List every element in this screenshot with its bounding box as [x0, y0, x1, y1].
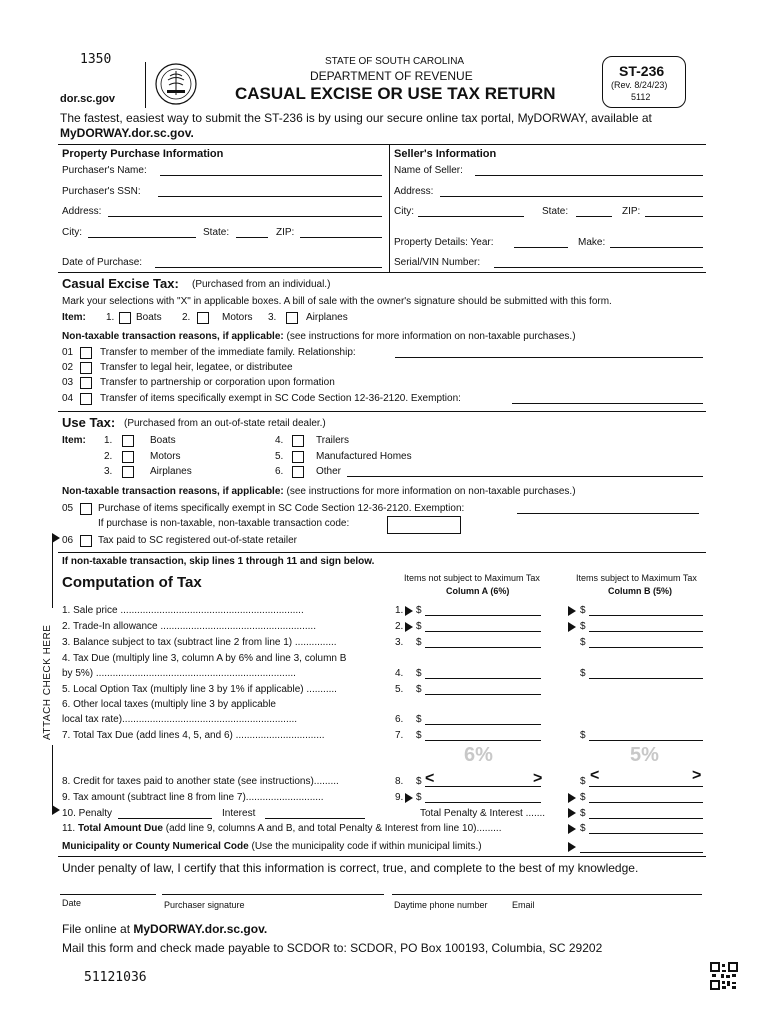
use-motors-checkbox[interactable]	[122, 451, 134, 463]
line-2-arrow-icon	[405, 622, 413, 632]
line-3-b-dollar: $	[580, 637, 586, 648]
casual-nontax-bold: Non-taxable transaction reasons, if applicable:	[62, 331, 284, 342]
casual-boats-checkbox[interactable]	[119, 312, 131, 324]
line-8-num: 8.	[395, 776, 404, 787]
form-revision: (Rev. 8/24/23)	[611, 80, 668, 90]
department-name: DEPARTMENT OF REVENUE	[310, 69, 473, 83]
certification-text: Under penalty of law, I certify that this information is correct, true, and complete to the best of my knowledge.	[62, 861, 639, 875]
line-4-a-field[interactable]	[425, 678, 541, 679]
purchaser-city-label: City:	[62, 227, 82, 238]
reason-02-checkbox[interactable]	[80, 362, 92, 374]
line-11-b-dollar: $	[580, 823, 586, 834]
penalty-field[interactable]	[118, 818, 212, 819]
line-2-b-field[interactable]	[589, 631, 703, 632]
header-divider	[145, 62, 146, 108]
reason-06-text: Tax paid to SC registered out-of-state retailer	[98, 535, 297, 546]
property-make-label: Make:	[578, 237, 606, 248]
total-penalty-interest-field[interactable]	[589, 818, 703, 819]
reason-06-code: 06	[62, 535, 74, 546]
col-a-rate-watermark: 6%	[464, 744, 493, 766]
line-4-b-field[interactable]	[589, 678, 703, 679]
col-b-rate-watermark: 5%	[630, 744, 659, 766]
seller-heading: Seller's Information	[394, 148, 497, 160]
line-1-a-dollar: $	[416, 605, 422, 616]
file-online-pre: File online at	[62, 922, 131, 936]
nontax-code-label: If purchase is non-taxable, non-taxable transaction code:	[98, 518, 350, 529]
line-5-a-field[interactable]	[425, 694, 541, 695]
line-6b-text: local tax rate)...............................................................	[62, 714, 298, 725]
casual-boats-label: Boats	[136, 312, 162, 323]
purchaser-address-field[interactable]	[108, 216, 382, 217]
form-code-bottom: 51121036	[84, 970, 147, 985]
line-3-a-dollar: $	[416, 637, 422, 648]
file-online-link[interactable]: MyDORWAY.dor.sc.gov.	[133, 922, 268, 936]
reason-06-checkbox[interactable]	[80, 535, 92, 547]
line-1-num: 1.	[395, 605, 404, 616]
use-homes-checkbox[interactable]	[292, 451, 304, 463]
line-2-b-dollar: $	[580, 621, 586, 632]
purchaser-state-label: State:	[203, 227, 230, 238]
use-boats-label: Boats	[150, 435, 176, 446]
section-rule	[58, 856, 706, 857]
line-9-arrow-icon	[405, 793, 413, 803]
column-divider	[389, 144, 390, 272]
line-1-text: 1. Sale price ..................................................................	[62, 605, 304, 616]
line-10-text: 10. Penalty	[62, 808, 113, 819]
state-name: STATE OF SOUTH CAROLINA	[325, 56, 465, 67]
attach-check-label: ATTACH CHECK HERE	[42, 624, 53, 740]
line-5-a-dollar: $	[416, 684, 422, 695]
use-motors-label: Motors	[150, 451, 181, 462]
seller-state-field[interactable]	[576, 216, 612, 217]
phone-label: Daytime phone number	[394, 900, 488, 910]
use-item-4-num: 4.	[275, 435, 284, 446]
muni-text	[62, 841, 482, 852]
phone-email-field[interactable]	[392, 894, 702, 895]
use-homes-label: Manufactured Homes	[316, 451, 412, 462]
line-9-b-dollar: $	[580, 792, 586, 803]
seller-state-label: State:	[542, 206, 569, 217]
mail-instructions: Mail this form and check made payable to SCDOR to: SCDOR, PO Box 100193, Columbia, SC 29202	[62, 941, 603, 955]
line-1-b-arrow-icon	[568, 606, 576, 616]
casual-item-2-num: 2.	[182, 312, 191, 323]
seller-address-field[interactable]	[440, 196, 703, 197]
purchaser-name-field[interactable]	[160, 175, 382, 176]
casual-instructions: Mark your selections with "X" in applicable boxes. A bill of sale with the owner's signature should be submitted with this form.	[62, 296, 612, 307]
date-sign-field[interactable]	[60, 894, 156, 895]
form-title: CASUAL EXCISE OR USE TAX RETURN	[235, 84, 556, 103]
use-airplanes-label: Airplanes	[150, 466, 192, 477]
col-a-label: Column A (6%)	[446, 586, 510, 596]
line-3-num: 3.	[395, 637, 404, 648]
muni-rest: (Use the municipality code if within municipal limits.)	[251, 841, 482, 852]
line-11-rest: (add line 9, columns A and B, and total Penalty & Interest from line 10).........	[165, 823, 502, 834]
bracket-arrow-icon	[52, 805, 60, 815]
line-6-num: 6.	[395, 714, 404, 725]
line-11-text	[62, 823, 501, 834]
seller-name-label: Name of Seller:	[394, 165, 463, 176]
line-8-a-right-chevron-icon: >	[533, 770, 543, 787]
intro-text: The fastest, easiest way to submit the ST-236 is by using our secure online tax portal, MyDORWAY, available at	[60, 111, 652, 125]
use-subheading: (Purchased from an out-of-state retail dealer.)	[124, 418, 326, 429]
purchaser-address-label: Address:	[62, 206, 102, 217]
casual-airplanes-label: Airplanes	[306, 312, 348, 323]
email-label: Email	[512, 900, 535, 910]
bracket-line	[52, 538, 53, 608]
reason-03-code: 03	[62, 377, 74, 388]
line-8-a-dollar: $	[416, 776, 422, 787]
muni-arrow-icon	[568, 842, 576, 852]
revision-code: 5112	[631, 92, 651, 102]
line-10-b-arrow-icon	[568, 808, 576, 818]
website: dor.sc.gov	[60, 93, 116, 105]
line-9-a-dollar: $	[416, 792, 422, 803]
line-7-text: 7. Total Tax Due (add lines 4, 5, and 6) ................................	[62, 730, 325, 741]
line-8-b-field[interactable]	[589, 786, 703, 787]
signature-field[interactable]	[162, 894, 384, 895]
line-4-num: 4.	[395, 668, 404, 679]
bracket-line	[52, 745, 53, 810]
interest-field[interactable]	[265, 818, 365, 819]
line-8-b-dollar: $	[580, 776, 586, 787]
line-2-a-dollar: $	[416, 621, 422, 632]
form-number-box	[602, 56, 686, 108]
purchaser-zip-label: ZIP:	[276, 227, 295, 238]
use-item-5-num: 5.	[275, 451, 284, 462]
seller-zip-field[interactable]	[645, 216, 703, 217]
line-1-arrow-icon	[405, 606, 413, 616]
line-2-b-arrow-icon	[568, 622, 576, 632]
reason-02-code: 02	[62, 362, 74, 373]
nontax-code-input[interactable]	[387, 516, 461, 534]
line-3-b-field[interactable]	[589, 647, 703, 648]
form-number: ST-236	[619, 63, 665, 79]
vin-label: Serial/VIN Number:	[394, 257, 481, 268]
use-item-3-num: 3.	[104, 466, 113, 477]
col-b-label: Column B (5%)	[608, 586, 672, 596]
line-5-text: 5. Local Option Tax (multiply line 3 by 1% if applicable) ...........	[62, 684, 337, 695]
signature-label: Purchaser signature	[164, 900, 245, 910]
reason-04-checkbox[interactable]	[80, 393, 92, 405]
line-8-b-left-chevron-icon: <	[590, 767, 600, 784]
line-2-text: 2. Trade-In allowance ........................................................	[62, 621, 316, 632]
total-amount-due-field[interactable]	[589, 833, 703, 834]
line-9-a-field[interactable]	[425, 802, 541, 803]
municipality-code-field[interactable]	[580, 852, 703, 853]
property-year-label: Property Details: Year:	[394, 237, 494, 248]
reason-05-text: Purchase of items specifically exempt in SC Code Section 12-36-2120. Exemption:	[98, 503, 465, 514]
section-rule	[58, 552, 706, 553]
line-6-text: 6. Other local taxes (multiply line 3 by applicable	[62, 699, 276, 710]
casual-nontax-heading	[62, 331, 576, 342]
casual-item-label: Item:	[62, 312, 86, 323]
muni-bold: Municipality or County Numerical Code	[62, 841, 249, 852]
use-other-checkbox[interactable]	[292, 466, 304, 478]
purchaser-zip-field[interactable]	[300, 237, 382, 238]
line-3-a-field[interactable]	[425, 647, 541, 648]
line-4-a-dollar: $	[416, 668, 422, 679]
use-boats-checkbox[interactable]	[122, 435, 134, 447]
casual-motors-checkbox[interactable]	[197, 312, 209, 324]
line-7-b-dollar: $	[580, 730, 586, 741]
line-11-bold: Total Amount Due	[77, 823, 163, 834]
line-5-num: 5.	[395, 684, 404, 695]
line-6-a-dollar: $	[416, 714, 422, 725]
reason-03-checkbox[interactable]	[80, 377, 92, 389]
casual-subheading: (Purchased from an individual.)	[192, 279, 331, 290]
bracket-arrow-icon	[52, 533, 60, 543]
seller-city-field[interactable]	[418, 216, 524, 217]
use-nontax-bold: Non-taxable transaction reasons, if applicable:	[62, 486, 284, 497]
use-item-6-num: 6.	[275, 466, 284, 477]
reason-01-checkbox[interactable]	[80, 347, 92, 359]
line-9-text: 9. Tax amount (subtract line 8 from line 7)............................	[62, 792, 324, 803]
line-7-a-dollar: $	[416, 730, 422, 741]
qr-code-icon	[710, 962, 738, 990]
purchase-date-field[interactable]	[155, 267, 382, 268]
purchaser-ssn-field[interactable]	[158, 196, 382, 197]
casual-motors-label: Motors	[222, 312, 253, 323]
computation-heading: Computation of Tax	[62, 574, 202, 591]
line-9-b-field[interactable]	[589, 802, 703, 803]
reason-01-code: 01	[62, 347, 74, 358]
casual-airplanes-checkbox[interactable]	[286, 312, 298, 324]
state-seal-icon	[155, 63, 197, 105]
line-7-b-field[interactable]	[589, 740, 703, 741]
section-rule	[58, 411, 706, 412]
interest-label: Interest	[222, 808, 256, 819]
reason-03-text: Transfer to partnership or corporation upon formation	[100, 377, 335, 388]
reason-01-text: Transfer to member of the immediate family. Relationship:	[100, 347, 356, 358]
use-other-field[interactable]	[347, 476, 703, 477]
purchaser-ssn-label: Purchaser's SSN:	[62, 186, 141, 197]
casual-nontax-rest: (see instructions for more information on non-taxable purchases.)	[286, 331, 576, 342]
reason-02-text: Transfer to legal heir, legatee, or distributee	[100, 362, 293, 373]
col-a-title: Items not subject to Maximum Tax	[404, 573, 540, 583]
line-9-num: 9.	[395, 792, 404, 803]
line-8-text: 8. Credit for taxes paid to another state (see instructions).........	[62, 776, 339, 787]
casual-exemption-field[interactable]	[512, 403, 703, 404]
vin-field[interactable]	[494, 267, 703, 268]
relationship-field[interactable]	[395, 357, 703, 358]
purchaser-city-field[interactable]	[88, 237, 196, 238]
line-1-b-field[interactable]	[589, 615, 703, 616]
file-online-text	[62, 922, 267, 936]
intro-link[interactable]: MyDORWAY.dor.sc.gov.	[60, 126, 194, 140]
seller-name-field[interactable]	[475, 175, 703, 176]
casual-heading: Casual Excise Tax:	[62, 276, 179, 291]
purchaser-name-label: Purchaser's Name:	[62, 165, 147, 176]
line-6-a-field[interactable]	[425, 724, 541, 725]
line-9-b-arrow-icon	[568, 793, 576, 803]
line-3-text: 3. Balance subject to tax (subtract line 2 from line 1) ...............	[62, 637, 337, 648]
purchase-date-label: Date of Purchase:	[62, 257, 143, 268]
line-8-b-right-chevron-icon: >	[692, 767, 702, 784]
purchaser-heading: Property Purchase Information	[62, 148, 224, 160]
purchaser-state-field[interactable]	[236, 237, 268, 238]
use-other-label: Other	[316, 466, 342, 477]
date-sign-label: Date	[62, 898, 82, 908]
use-trailers-checkbox[interactable]	[292, 435, 304, 447]
line-7-num: 7.	[395, 730, 404, 741]
form-code-top: 1350	[80, 52, 112, 67]
seller-address-label: Address:	[394, 186, 434, 197]
reason-04-text: Transfer of items specifically exempt in SC Code Section 12-36-2120. Exemption:	[100, 393, 461, 404]
line-7-a-field[interactable]	[425, 740, 541, 741]
use-trailers-label: Trailers	[316, 435, 349, 446]
line-11-b-arrow-icon	[568, 824, 576, 834]
line-8-a-left-chevron-icon: <	[425, 770, 435, 787]
line-8-a-field[interactable]	[425, 786, 541, 787]
col-b-title: Items subject to Maximum Tax	[576, 573, 697, 583]
line-4b-text: by 5%) ........................................................................	[62, 668, 296, 679]
use-item-1-num: 1.	[104, 435, 113, 446]
line-4-text: 4. Tax Due (multiply line 3, column A by 6% and line 3, column B	[62, 653, 347, 664]
seller-zip-label: ZIP:	[622, 206, 641, 217]
use-airplanes-checkbox[interactable]	[122, 466, 134, 478]
section-rule	[58, 144, 706, 145]
property-year-field[interactable]	[514, 247, 568, 248]
line-1-a-field[interactable]	[425, 615, 541, 616]
use-item-2-num: 2.	[104, 451, 113, 462]
seller-city-label: City:	[394, 206, 414, 217]
total-penalty-label: Total Penalty & Interest .......	[420, 808, 546, 819]
use-exemption-field[interactable]	[517, 513, 699, 514]
section-rule	[58, 272, 706, 273]
reason-05-code: 05	[62, 503, 74, 514]
reason-04-code: 04	[62, 393, 74, 404]
line-11-num: 11.	[62, 823, 76, 834]
reason-05-checkbox[interactable]	[80, 503, 92, 515]
casual-item-3-num: 3.	[268, 312, 277, 323]
use-item-label: Item:	[62, 435, 86, 446]
line-2-a-field[interactable]	[425, 631, 541, 632]
skip-note: If non-taxable transaction, skip lines 1 through 11 and sign below.	[62, 556, 375, 567]
line-1-b-dollar: $	[580, 605, 586, 616]
line-2-num: 2.	[395, 621, 404, 632]
use-heading: Use Tax:	[62, 415, 116, 430]
use-nontax-heading	[62, 486, 576, 497]
casual-item-1-num: 1.	[106, 312, 115, 323]
property-make-field[interactable]	[610, 247, 703, 248]
line-10-b-dollar: $	[580, 808, 586, 819]
line-4-b-dollar: $	[580, 668, 586, 679]
use-nontax-rest: (see instructions for more information on non-taxable purchases.)	[286, 486, 576, 497]
